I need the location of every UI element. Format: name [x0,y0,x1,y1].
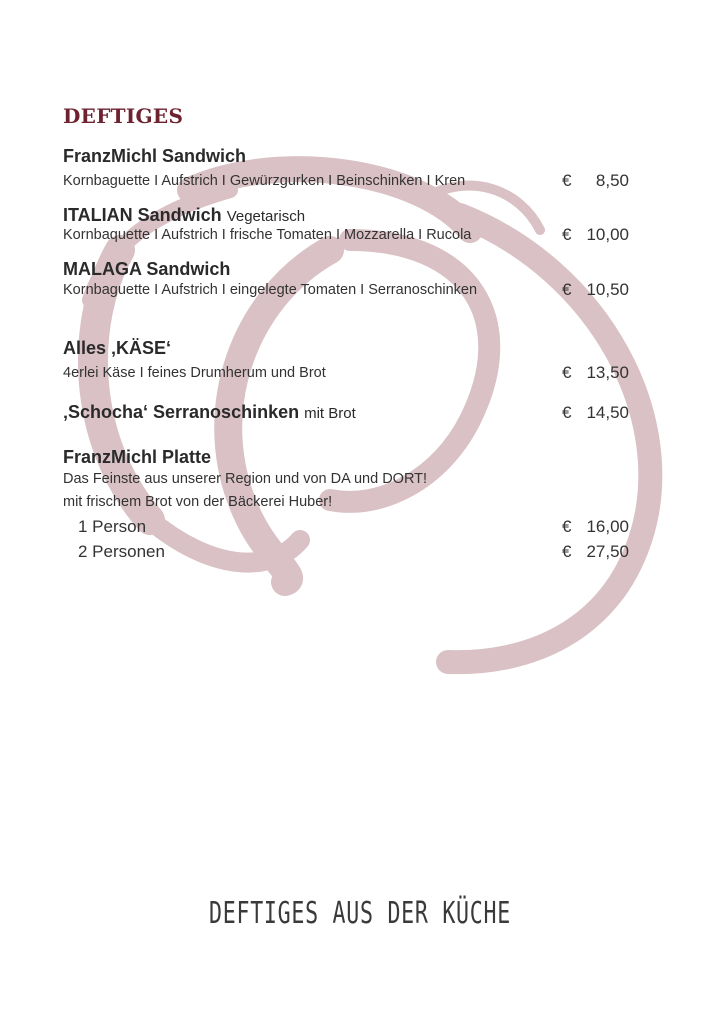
page-footer-title: DEFTIGES AUS DER KÜCHE [209,896,511,931]
menu-item-price: € 10,00 [562,225,629,244]
menu-item-price: € 10,50 [562,280,629,299]
menu-item-title: ‚Schocha‘ Serranoschinken mit Brot [63,402,356,422]
section-heading: DEFTIGES [63,104,184,128]
platter-option-label: 1 Person [78,517,147,536]
platter-option-price: € 16,00 [562,517,629,536]
menu-item-title: Alles ‚KÄSE‘ [63,338,172,358]
platter-option-label: 2 Personen [78,542,165,561]
menu-item-note: Vegetarisch [226,208,306,225]
menu-item-price: € 14,50 [562,403,629,422]
platter-title: FranzMichl Platte [63,447,212,467]
menu-item-title: ITALIAN Sandwich Vegetarisch [63,205,306,225]
menu-item-price: € 8,50 [562,171,629,190]
platter-description-line: mit frischem Brot von der Bäckerei Huber! [63,494,333,510]
menu-item-price: € 13,50 [562,363,629,382]
menu-item-note: mit Brot [304,405,356,422]
menu-item-description: Kornbaguette I Aufstrich I Gewürzgurken I Beinschinken I Kren [63,173,466,189]
platter-description-line: Das Feinste aus unserer Region und von DA und DORT! [63,471,428,487]
menu-item-title: MALAGA Sandwich [63,259,231,279]
menu-item-description: 4erlei Käse I feines Drumherum und Brot [63,365,326,381]
platter-option-price: € 27,50 [562,542,629,561]
menu-item-title: FranzMichl Sandwich [63,146,247,166]
menu-item-description: Kornbaquette I Aufstrich I frische Tomaten I Mozzarella I Rucola [63,227,472,243]
menu-item-description: Kornbaguette I Aufstrich I eingelegte Tomaten I Serranoschinken [63,282,478,298]
